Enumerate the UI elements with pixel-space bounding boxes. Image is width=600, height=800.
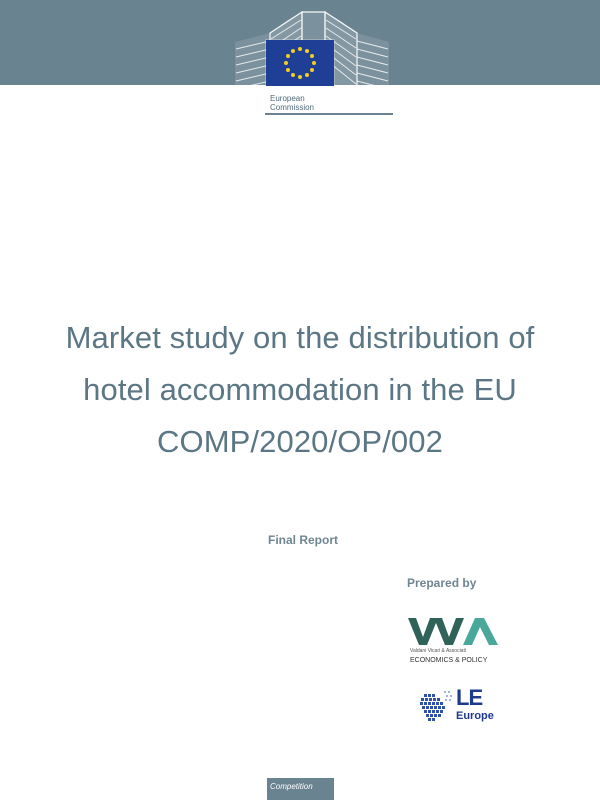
european-commission-logo	[232, 8, 392, 113]
le-europe-logo	[418, 686, 500, 730]
europe-map-icon	[418, 686, 460, 728]
title-line-3: COMP/2020/OP/002	[157, 424, 443, 459]
caption-line-european: European	[270, 94, 305, 103]
logo-underline	[265, 113, 393, 115]
le-europe-wordmark	[456, 687, 498, 722]
eu-flag-icon	[266, 40, 334, 86]
title-line-2: hotel accommodation in the EU	[83, 372, 517, 407]
vva-tagline: ECONOMICS & POLICY	[410, 657, 488, 664]
document-title	[18, 312, 582, 468]
competition-tab: Competition	[267, 778, 334, 800]
report-type-label: Final Report	[267, 533, 338, 547]
vva-subtitle: Valdani Vicari & Associati	[410, 648, 466, 654]
vva-logo	[408, 617, 503, 669]
caption-line-commission: Commission	[270, 103, 315, 112]
prepared-by-label: Prepared by	[407, 576, 477, 590]
title-line-1: Market study on the distribution of	[65, 320, 535, 355]
vva-wordmark-logo	[408, 617, 501, 646]
europe-label: Europe	[456, 710, 494, 722]
european-commission-caption	[270, 94, 370, 112]
le-letters: LE	[456, 685, 483, 710]
